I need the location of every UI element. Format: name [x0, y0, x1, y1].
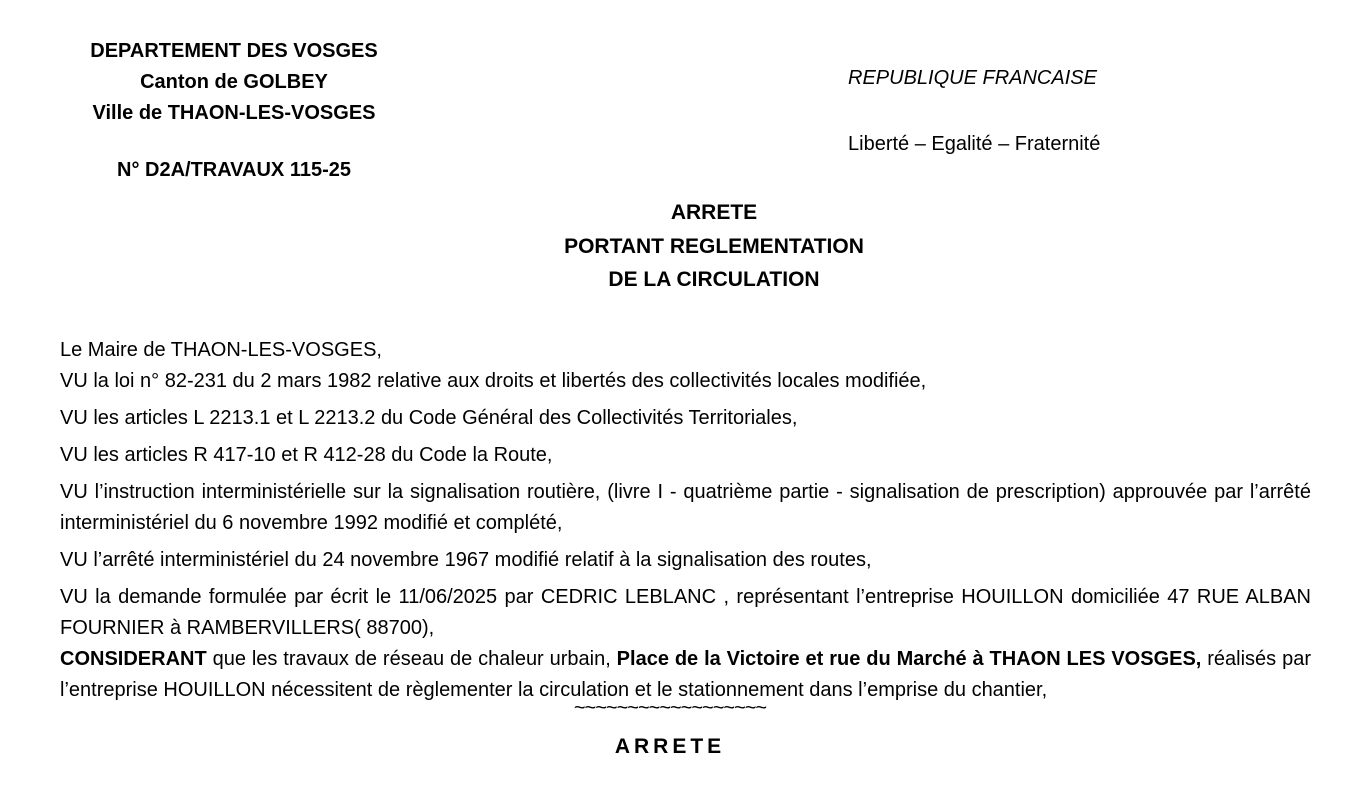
document-body: [60, 335, 1311, 706]
title-line-3: DE LA CIRCULATION: [608, 268, 820, 291]
canton-label: Canton de GOLBEY: [140, 71, 328, 93]
title-line-1: ARRETE: [670, 201, 758, 224]
devise-label: Liberté – Egalité – Fraternité: [848, 133, 1101, 155]
ville-label: Ville de THAON-LES-VOSGES: [92, 102, 376, 124]
vu-paragraph-4: VU l’instruction interministérielle sur la signalisation routière, (livre I - quatrième partie - signalisation de prescription) approuvée par l’arrêté interministériel du 6 novembre 1992 modifié et complété,: [60, 481, 1311, 534]
considerant-location: Place de la Victoire et rue du Marché à THAON LES VOSGES,: [616, 648, 1202, 670]
final-arrete-heading: ARRETE: [614, 735, 726, 758]
vu-paragraph-3: VU les articles R 417-10 et R 412-28 du Code la Route,: [60, 444, 553, 466]
maire-line: Le Maire de THAON-LES-VOSGES,: [60, 339, 382, 361]
separator-line: ~~~~~~~~~~~~~~~~~~: [573, 697, 767, 719]
vu-paragraph-2: VU les articles L 2213.1 et L 2213.2 du Code Général des Collectivités Territoriales,: [60, 407, 798, 429]
vu-paragraph-1: VU la loi n° 82-231 du 2 mars 1982 relative aux droits et libertés des collectivités locales modifiée,: [60, 370, 927, 392]
arrete-number: N° D2A/TRAVAUX 115-25: [117, 159, 351, 181]
document-title: [400, 196, 1028, 297]
considerant-keyword: CONSIDERANT: [60, 648, 207, 670]
administrative-header: [60, 36, 408, 129]
considerant-text-2: réalisés par l’entreprise HOUILLON nécessitent de règlementer la circulation et le stationnement dans l’emprise du chantier,: [60, 648, 1311, 701]
republique-label: REPUBLIQUE FRANCAISE: [848, 67, 1097, 89]
considerant-text-1: que les travaux de réseau de chaleur urbain,: [206, 648, 617, 670]
vu-paragraph-5: VU l’arrêté interministériel du 24 novembre 1967 modifié relatif à la signalisation des routes,: [60, 549, 872, 571]
title-line-2: PORTANT REGLEMENTATION: [564, 234, 864, 258]
vu-paragraph-6: VU la demande formulée par écrit le 11/06/2025 par CEDRIC LEBLANC , représentant l’entreprise HOUILLON domiciliée 47 RUE ALBAN FOURNIER à RAMBERVILLERS( 88700),: [60, 586, 1311, 639]
departement-label: DEPARTEMENT DES VOSGES: [90, 40, 378, 62]
